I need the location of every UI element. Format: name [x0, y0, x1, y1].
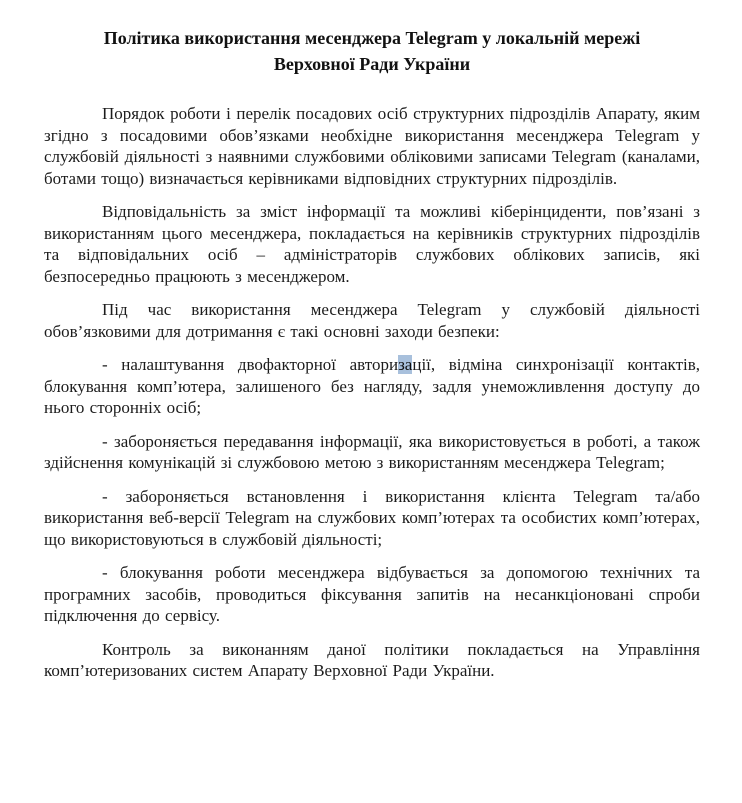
- bullet-two-factor-auth-text-after: ції, відміна синхронізації контактів, блокування комп’ютера, залишеного без нагляду, задля унеможливлення доступу до нього сторонніх осіб;: [44, 355, 700, 417]
- document-title-line-2: Верховної Ради України: [273, 54, 471, 74]
- bullet-two-factor-auth-text-before: - налаштування двофакторної автори: [102, 355, 399, 374]
- selection-highlight: за: [398, 355, 413, 374]
- paragraph-security-measures-intro: Під час використання месенджера Telegram у службовій діяльності обов’язковими для дотримання є такі основні заходи безпеки:: [44, 300, 700, 341]
- bullet-two-factor-auth: [44, 354, 700, 419]
- document-content: [44, 0, 700, 682]
- paragraph-responsibility: Відповідальність за зміст інформації та можливі кіберінциденти, пов’язані з використанням цього месенджера, покладається на керівників структурних підрозділів та відповідальних осіб – адміністраторів службових облікових записів, які безпосередньо працюють з месенджером.: [44, 202, 700, 286]
- bullet-no-work-info-transfer: - забороняється передавання інформації, яка використовується в роботі, а також здійснення комунікацій зі службовою метою з використанням месенджера Telegram;: [44, 431, 700, 472]
- bullet-no-client-install: - забороняється встановлення і використання клієнта Telegram та/або використання веб-версії Telegram на службових комп’ютерах та особистих комп’ютерах, що використовуються в службовій діяльності;: [44, 486, 700, 549]
- document-title: [44, 0, 700, 77]
- bullet-blocking-technical-means: - блокування роботи месенджера відбувається за допомогою технічних та програмних засобів, проводиться фіксування запитів на несанкціоновані спроби підключення до сервісу.: [44, 563, 700, 625]
- paragraph-control: Контроль за виконанням даної політики покладається на Управління комп’ютеризованих систем Апарату Верховної Ради України.: [44, 639, 700, 680]
- paragraph-procedure: Порядок роботи і перелік посадових осіб структурних підрозділів Апарату, яким згідно з посадовими обов’язками необхідне використання месенджера Telegram у службовій діяльності з наявними службовими обліковими записами Telegram (каналами, ботами тощо) визначається керівниками відповідних структурних підрозділів.: [44, 104, 700, 188]
- document-title-line-1: Політика використання месенджера Telegram у локальній мережі: [103, 28, 641, 48]
